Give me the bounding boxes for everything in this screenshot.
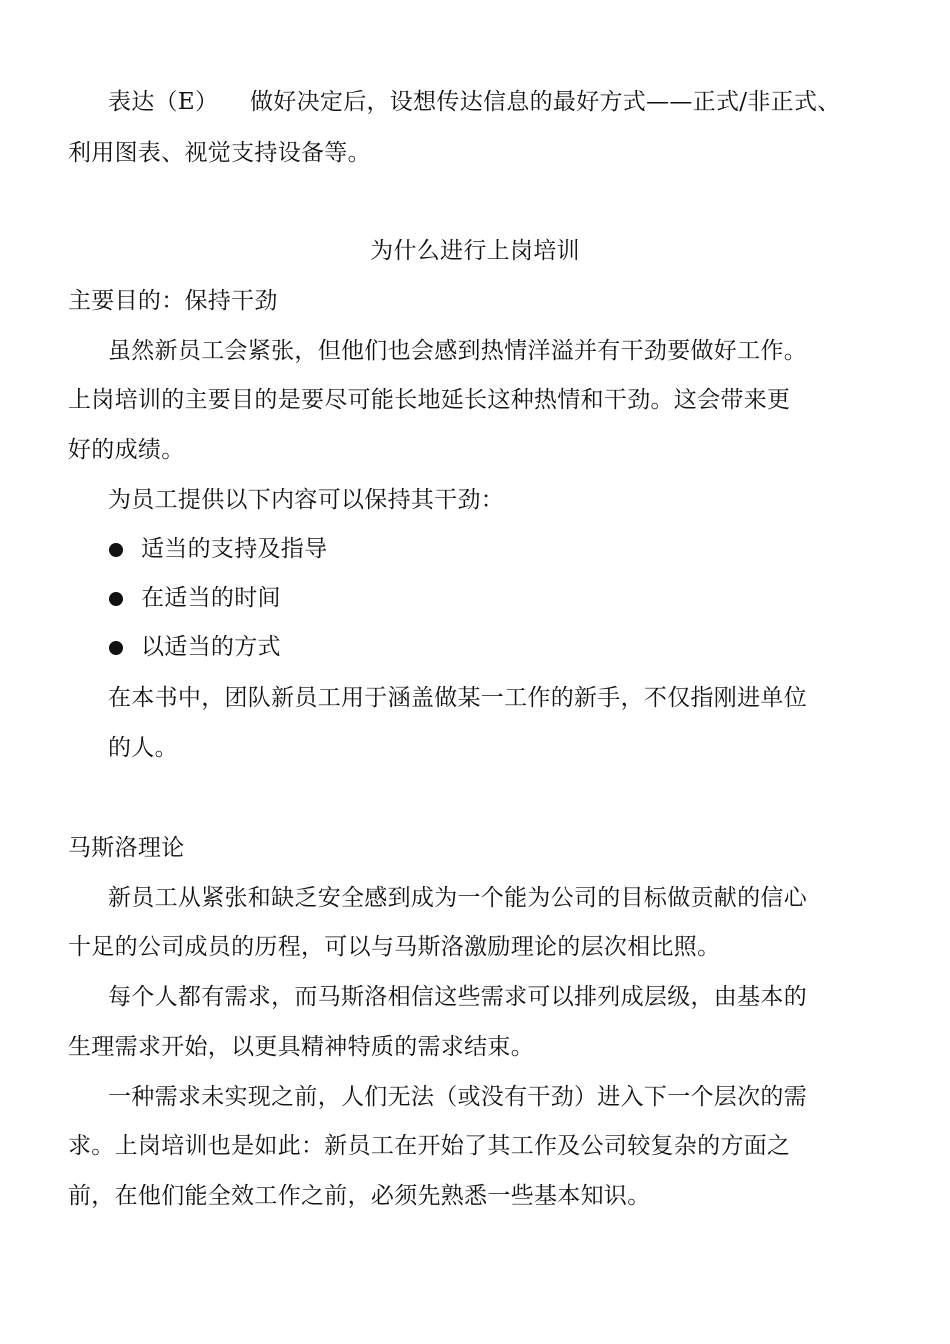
note-line-2: 的人。 (108, 735, 178, 761)
maslow-para3-line2: 求。上岗培训也是如此：新员工在开始了其工作及公司较复杂的方面之 (68, 1133, 791, 1159)
bullet-icon (109, 543, 123, 557)
subheading: 主要目的：保持干劲 (68, 288, 278, 314)
bullet-item-3: 以适当的方式 (141, 634, 281, 660)
express-label: 表达（E） (108, 89, 219, 115)
note-line-1: 在本书中，团队新员工用于涵盖做某一工作的新手，不仅指刚进单位 (108, 685, 807, 711)
maslow-heading: 马斯洛理论 (68, 835, 185, 861)
maslow-para2-line2: 生理需求开始，以更具精神特质的需求结束。 (68, 1034, 534, 1060)
express-text-line-1: 做好决定后，设想传达信息的最好方式——正式/非正式、 (250, 89, 841, 115)
section-title: 为什么进行上岗培训 (370, 238, 580, 264)
maslow-para2-line1: 每个人都有需求，而马斯洛相信这些需求可以排列成层级，由基本的 (108, 984, 807, 1010)
maslow-para1-line2: 十足的公司成员的历程，可以与马斯洛激励理论的层次相比照。 (68, 934, 721, 960)
onboarding-para1-line1: 虽然新员工会紧张，但他们也会感到热情洋溢并有干劲要做好工作。 (108, 338, 807, 364)
maslow-para3-line3: 前，在他们能全效工作之前，必须先熟悉一些基本知识。 (68, 1183, 651, 1209)
onboarding-para1-line2: 上岗培训的主要目的是要尽可能长地延长这种热情和干劲。这会带来更 (68, 387, 791, 413)
maslow-para3-line1: 一种需求未实现之前，人们无法（或没有干劲）进入下一个层次的需 (108, 1084, 807, 1110)
bullet-item-2: 在适当的时间 (141, 585, 281, 611)
maslow-para1-line1: 新员工从紧张和缺乏安全感到成为一个能为公司的目标做贡献的信心 (108, 885, 807, 911)
bullet-icon (109, 592, 123, 606)
onboarding-para1-line3: 好的成绩。 (68, 437, 185, 463)
bullet-item-1: 适当的支持及指导 (141, 536, 328, 562)
onboarding-para2: 为员工提供以下内容可以保持其干劲： (108, 487, 505, 513)
bullet-icon (109, 641, 123, 655)
express-text-line-2: 利用图表、视觉支持设备等。 (68, 140, 371, 166)
